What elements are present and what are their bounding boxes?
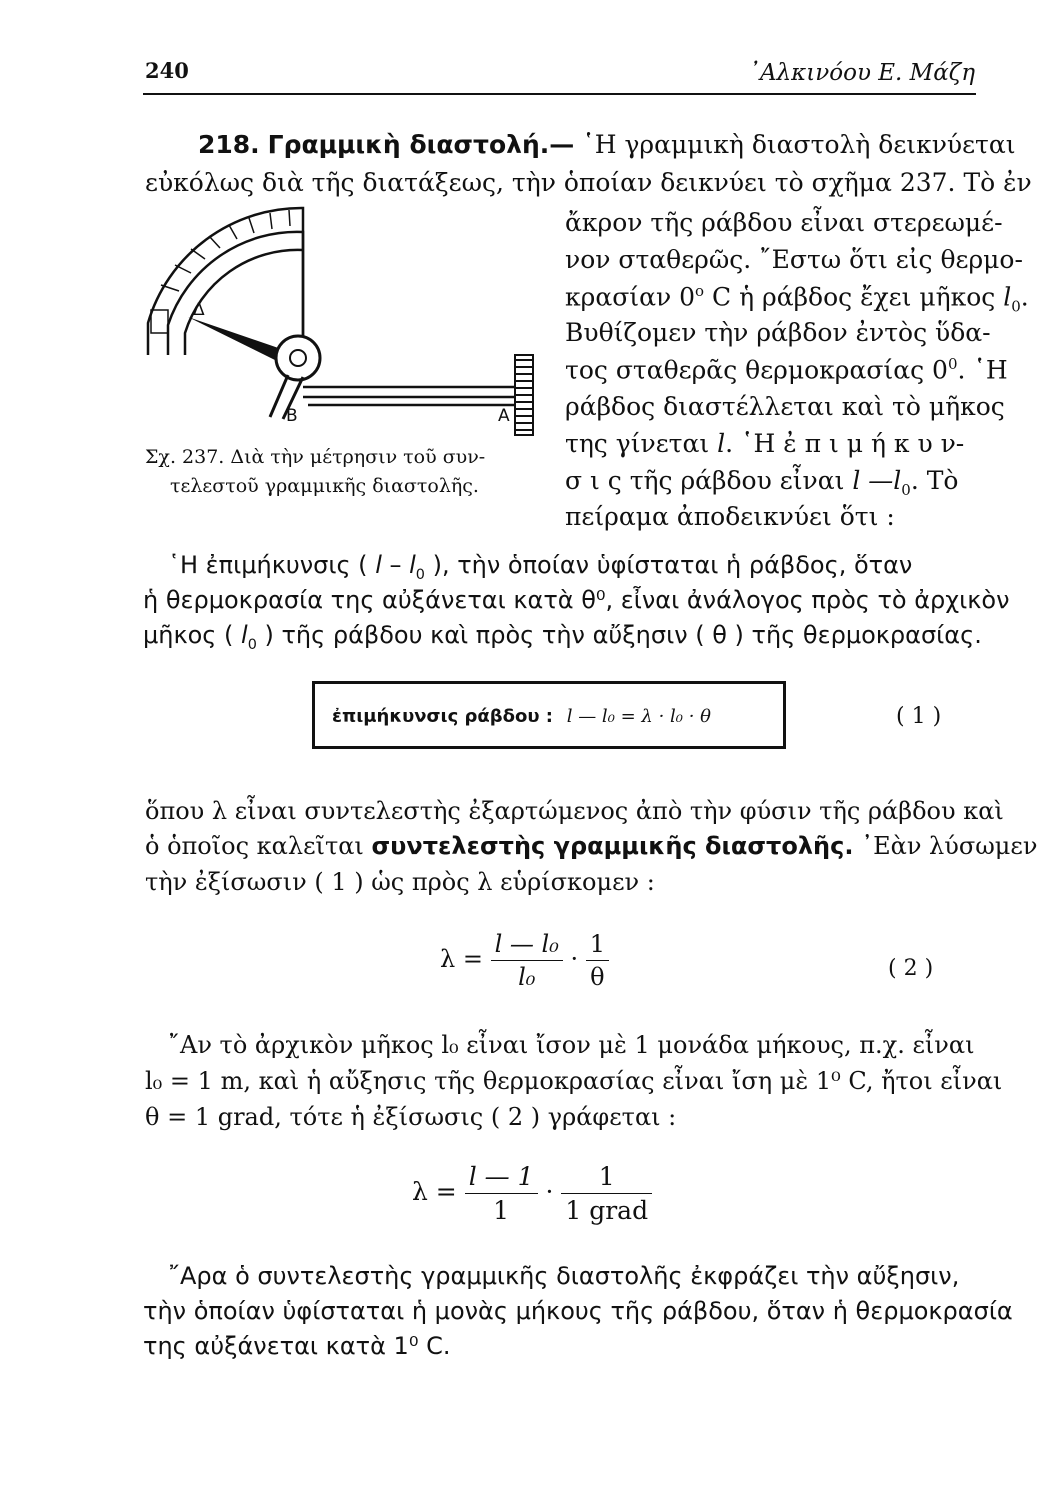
conclusion-line: ῎Αρα ὁ συντελεστὴς γραμμικῆς διαστολῆς ἐκφράζει τὴν αὔξησιν, (168, 1262, 960, 1290)
running-header-author: ᾿Αλκινόου Ε. Μάζη (748, 60, 975, 86)
figure-237 (143, 205, 543, 440)
statement-line: μῆκος ( $l_0$ ) τῆς ράβδου καὶ πρὸς τὴν αὔξησιν ( θ ) τῆς θερμοκρασίας. (143, 621, 982, 653)
formula-3: λ = $\frac{l — 1}{1}$ · $\frac{1}{\text{1 grad}}$ (412, 1162, 652, 1225)
formula-2: λ = $\frac{\text{l — l₀}}{\text{l₀}}$ · $\frac{1}{\theta}$ (440, 930, 609, 991)
right-text-line: νον σταθερῶς. ῎Εστω ὅτι εἰς θερμο- (565, 245, 1023, 274)
paragraph-line: l₀ = 1 m, καὶ ἡ αὔξησις τῆς θερμοκρασίας εἶναι ἴση μὲ 1⁰ C, ἤτοι εἶναι (145, 1067, 1003, 1095)
conclusion-line: της αὐξάνεται κατὰ 1⁰ C. (143, 1332, 451, 1360)
section-title: Γραμμικὴ διαστολή.— (267, 130, 575, 159)
conclusion-line: τὴν ὁποίαν ὑφίσταται ἡ μονὰς μήκους τῆς ράβδου, ὅταν ἡ θερμοκρασία (143, 1297, 1013, 1325)
right-text-line: της γίνεται l. ῾Η ἐ π ι μ ή κ υ ν- (565, 429, 965, 458)
rod (303, 387, 515, 405)
right-text-line: ἄκρον τῆς ράβδου εἶναι στερεωμέ- (565, 208, 1003, 237)
label-a: A (498, 406, 510, 426)
formula-1 (332, 706, 711, 727)
section-intro-text: ῾Η γραμμικὴ διαστολὴ δεικνύεται (582, 130, 1016, 159)
formula-1-expression: l — l₀ = λ · l₀ · θ (566, 706, 711, 727)
section-heading-line (198, 132, 1016, 157)
figure-caption-line-1: Σχ. 237. Διὰ τὴν μέτρησιν τοῦ συν- (145, 446, 486, 468)
defined-term: συντελεστὴς γραμμικῆς διαστολῆς. (371, 832, 854, 860)
paragraph-line: ῎Αν τὸ ἀρχικὸν μῆκος l₀ εἶναι ἴσον μὲ 1 μονάδα μήκους, π.χ. εἶναι (168, 1031, 975, 1059)
right-text-line: τος σταθερᾶς θερμοκρασίας $0^0$. ῾Η (565, 355, 1008, 385)
formula-1-label: ἐπιμήκυνσις ράβδου : (332, 706, 553, 727)
header-rule (143, 93, 976, 95)
label-b: B (286, 406, 298, 426)
clamp-block (515, 355, 533, 435)
paragraph-line: ὅπου λ εἶναι συντελεστὴς ἐξαρτώμενος ἀπὸ τὴν φύσιν τῆς ράβδου καὶ (145, 797, 1004, 825)
right-text-line: ράβδος διαστέλλεται καὶ τὸ μῆκος (565, 392, 1005, 421)
paragraph-line: ὁ ὁποῖος καλεῖται συντελεστὴς γραμμικῆς διαστολῆς. ᾿Εὰν λύσωμεν (145, 832, 1037, 860)
equation-number-1: ( 1 ) (896, 704, 942, 729)
right-text-line: σ ι ς τῆς ράβδου εἶναι l $—l_0$. Τὸ (565, 466, 959, 499)
scale-base (151, 310, 168, 333)
right-text-line: κρασίαν 0$^o$ C ἡ ράβδος ἔχει μῆκος $l_0$. (565, 282, 1029, 316)
statement-line: ῾Η ἐπιμήκυνσις ( l – $l_0$ ), τὴν ὁποίαν ὑφίσταται ἡ ράβδος, ὅταν (168, 551, 913, 583)
right-text-line: Βυθίζομεν τὴν ράβδον ἐντὸς ὕδα- (565, 318, 991, 347)
equation-number-2: ( 2 ) (888, 956, 934, 981)
label-delta: Δ (193, 300, 205, 320)
right-text-line: πείραμα ἀποδεικνύει ὅτι : (565, 502, 895, 531)
paragraph-line: τὴν ἐξίσωσιν ( 1 ) ὡς πρὸς λ εὑρίσκομεν : (145, 868, 655, 896)
statement-line: ἡ θερμοκρασία της αὐξάνεται κατὰ θ⁰, εἶναι ἀνάλογος πρὸς τὸ ἀρχικὸν (143, 586, 1010, 614)
page-number: 240 (145, 58, 189, 83)
scale-ticks (161, 210, 290, 291)
paragraph-line: θ = 1 grad, τότε ἡ ἐξίσωσις ( 2 ) γράφεται : (145, 1103, 677, 1131)
figure-caption-line-2: τελεστοῦ γραμμικῆς διαστολῆς. (170, 475, 479, 497)
section-number: 218. (198, 130, 260, 159)
section-intro-line-2: εὐκόλως διὰ τῆς διατάξεως, τὴν ὁποίαν δεικνύει τὸ σχῆμα 237. Τὸ ἐν (145, 168, 1032, 197)
